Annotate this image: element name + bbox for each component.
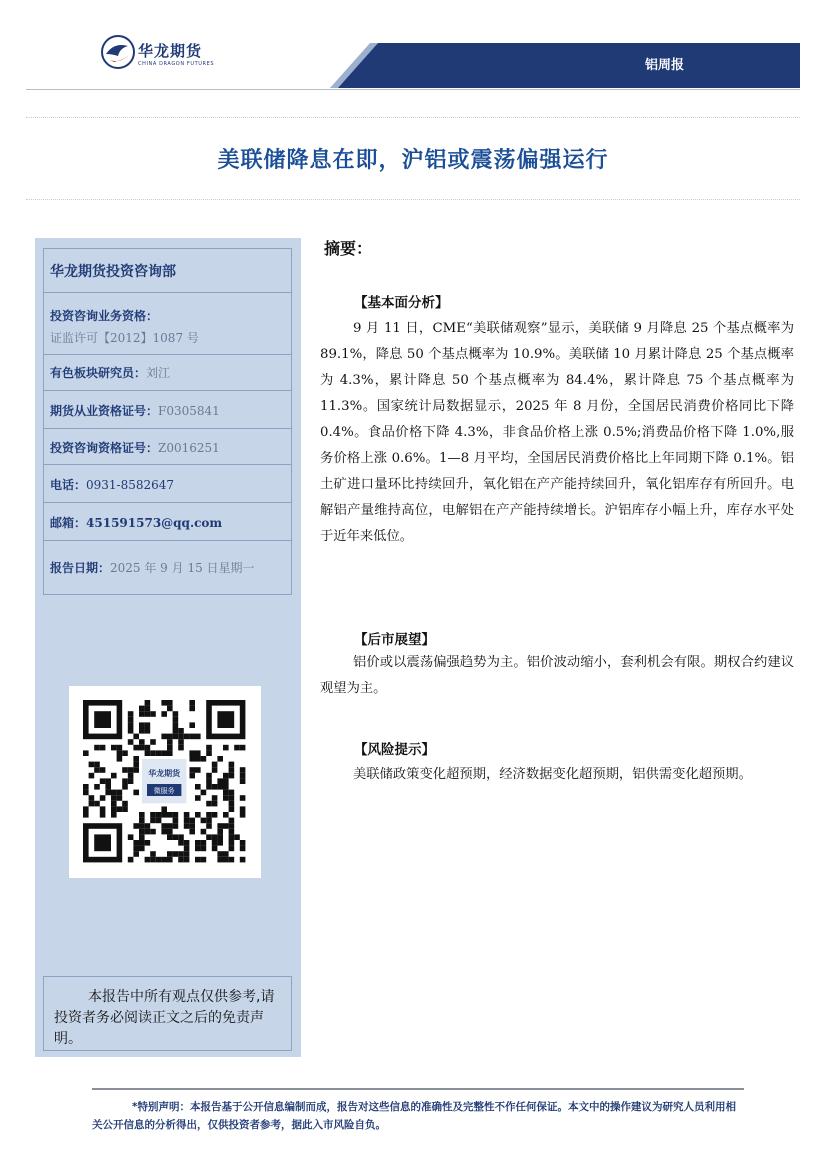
footer-disclaimer: *特别声明：本报告基于公开信息编制而成，报告对这些信息的准确性及完整性不作任何保证。本文中的操作建议为研究人员利用相关公开信息的分析得出，仅供投资者参考，据此入市风险自负。 (92, 1101, 736, 1131)
abstract-label: 摘要： (324, 239, 373, 258)
report-title: 美联储降息在即，沪铝或震荡偏强运行 (217, 147, 609, 173)
header-rule (26, 89, 800, 90)
email-row (44, 503, 291, 541)
svg-text:微服务: 微服务 (153, 787, 175, 795)
svg-text:华龙期货: 华龙期货 (148, 769, 181, 778)
risk-heading: 【风险提示】 (354, 742, 435, 758)
dragon-logo-icon (100, 34, 136, 70)
qualification-value: 证监许可【2012】1087 号 (50, 331, 199, 345)
date-value: 2025 年 9 月 15 日星期一 (110, 561, 255, 575)
futures-cert-row (44, 391, 291, 429)
title-bottom-rule (26, 199, 800, 200)
contact-info-box (43, 248, 292, 595)
email-value[interactable]: 451591573@qq.com (86, 516, 223, 530)
date-row (44, 541, 291, 594)
phone-value: 0931-8582647 (86, 478, 175, 492)
qualification-row (44, 293, 291, 355)
wechat-qr-code (69, 686, 261, 878)
researcher-label: 有色板块研究员： (50, 366, 147, 380)
futures-cert-label: 期货从业资格证号： (50, 404, 159, 418)
fundamental-heading: 【基本面分析】 (354, 295, 449, 311)
risk-text: 美联储政策变化超预期，经济数据变化超预期，铝供需变化超预期。 (353, 767, 752, 782)
company-name-cn: 华龙期货 (138, 42, 203, 60)
consult-cert-value: Z0016251 (158, 441, 220, 455)
company-name-en: CHINA DRAGON FUTURES (138, 61, 215, 67)
dept-row (44, 249, 291, 293)
futures-cert-value: F0305841 (158, 404, 220, 418)
title-top-rule (26, 117, 800, 118)
outlook-text: 铝价或以震荡偏强趋势为主。铝价波动缩小，套利机会有限。期权合约建议观望为主。 (320, 655, 794, 696)
dept-name: 华龙期货投资咨询部 (50, 264, 176, 280)
consult-cert-label: 投资咨询资格证号： (50, 441, 159, 455)
fundamental-text: 9 月 11 日，CME“美联储观察”显示，美联储 9 月降息 25 个基点概率为 89.1%，降息 50 个基点概率为 10.9%。美联储 10 月累计降息 25 个基点概率为 4.3%，累计降息 50 个基点概率为 84.4%，累计降息 75 个基点概率为 11.3%。国家统计局数据显示，2025 年 8 月份，全国居民消费价格同比下降 0.4%。食品价格下降 4.3%，非食品价格上涨 0.5%;消费品价格下降 1.0%,服务价格上涨 0.6%。1—8 月平均，全国居民消费价格比上年同期下降 0.1%。铝土矿进口量环比持续回升，氧化铝在产产能持续回升，氧化铝库存有所回升。电解铝产量维持高位，电解铝在产产能持续增长。沪铝库存小幅上升，库存水平处于近年来低位。 (320, 321, 794, 544)
email-label: 邮箱： (50, 516, 87, 530)
report-type-label: 铝周报 (645, 58, 685, 73)
sidebar (35, 238, 301, 1057)
consult-cert-row (44, 429, 291, 465)
company-logo (100, 34, 240, 74)
phone-row (44, 465, 291, 503)
disclaimer-note: 本报告中所有观点仅供参考,请投资者务必阅读正文之后的免责声明。 (43, 976, 292, 1051)
outlook-heading: 【后市展望】 (354, 632, 435, 648)
date-label: 报告日期： (50, 561, 111, 575)
researcher-row (44, 355, 291, 391)
qualification-label: 投资咨询业务资格： (50, 309, 159, 323)
footer-rule (92, 1088, 744, 1090)
phone-label: 电话： (50, 478, 87, 492)
researcher-value: 刘江 (146, 366, 171, 380)
header-banner (330, 43, 800, 88)
qr-code-icon (69, 686, 261, 878)
